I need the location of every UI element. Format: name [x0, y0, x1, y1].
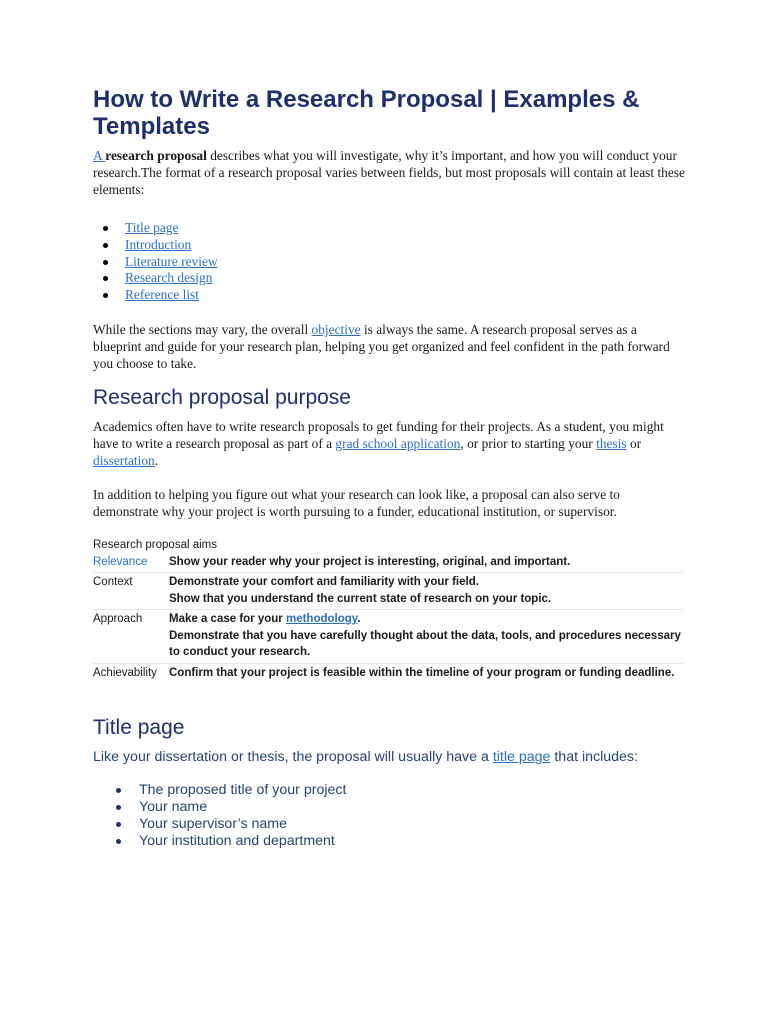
title-page-text: Like your dissertation or thesis, the proposal will usually have a: [93, 749, 493, 766]
list-item: [93, 287, 685, 304]
list-item-text: Your name: [139, 799, 208, 816]
aims-line: Confirm that your project is feasible within the timeline of your program or funding deadline.: [169, 666, 675, 679]
list-item: [93, 833, 685, 850]
bullet-icon: [116, 788, 121, 793]
aims-value: [169, 573, 683, 610]
list-item: [93, 237, 685, 254]
link-title-page[interactable]: Title page: [125, 220, 179, 235]
table-row: [93, 610, 683, 664]
intro-paragraph: [93, 147, 685, 198]
objective-text-after: is always the same. A research proposal serves as a blueprint and guide for your research plan, helping you get organized and feel confident in the path forward you choose to take.: [93, 321, 670, 371]
objective-text-before: While the sections may vary, the overall: [93, 321, 312, 337]
aims-key-approach: Approach: [93, 613, 143, 626]
purpose-text: .: [154, 452, 159, 468]
aims-table: [93, 553, 683, 684]
list-item-text: Your institution and department: [139, 833, 335, 850]
intro-anchor[interactable]: A: [93, 148, 106, 163]
document-page: [93, 86, 685, 850]
purpose-text: , or prior to starting your: [460, 435, 597, 451]
link-reference-list[interactable]: Reference list: [125, 287, 199, 303]
list-item: [93, 816, 685, 833]
aims-value: [169, 663, 683, 683]
table-row: [93, 553, 683, 573]
link-title-page-inline[interactable]: title page: [492, 749, 551, 766]
bullet-icon: [103, 243, 108, 248]
bullet-icon: [103, 276, 108, 281]
page-title: How to Write a Research Proposal | Examples & Templates: [93, 86, 640, 140]
bullet-icon: [103, 293, 108, 298]
bullet-icon: [116, 805, 121, 810]
aims-line: Demonstrate your comfort and familiarity with your field.: [169, 576, 479, 589]
link-methodology[interactable]: methodology: [285, 613, 358, 626]
list-item-text: Your supervisor’s name: [139, 816, 287, 833]
aims-key-achievability: Achievability: [93, 666, 157, 679]
bullet-icon: [103, 260, 108, 265]
intro-rest: describes what you will investigate, why it’s important, and how you will conduct your research.The format of a research proposal varies between fields, but most proposals will contain at least these elements:: [93, 148, 685, 197]
link-dissertation[interactable]: dissertation: [93, 452, 155, 468]
aims-line: Show that you understand the current state of research on your topic.: [169, 592, 552, 605]
purpose-text: or: [626, 435, 642, 451]
aims-text: .: [357, 613, 361, 626]
aims-table-title: Research proposal aims: [93, 538, 218, 551]
link-grad-school-application[interactable]: grad school application: [335, 435, 461, 451]
aims-text: Make a case for your: [169, 613, 286, 626]
list-item: [93, 270, 685, 287]
link-literature-review[interactable]: Literature review: [125, 253, 218, 269]
title-page-paragraph: [93, 748, 685, 766]
bullet-icon: [103, 226, 108, 231]
aims-value: [169, 553, 683, 573]
purpose-paragraph-1: [93, 418, 685, 469]
aims-line: Demonstrate that you have carefully thought about the data, tools, and procedures necessary to conduct your research.: [169, 629, 681, 659]
title-page-text: that includes:: [550, 749, 638, 766]
list-item: [93, 782, 685, 799]
list-item: [93, 220, 685, 237]
link-introduction[interactable]: Introduction: [125, 236, 192, 252]
bullet-icon: [116, 839, 121, 844]
bullet-icon: [116, 822, 121, 827]
list-item: [93, 799, 685, 816]
title-page-list: [93, 782, 685, 850]
link-research-design[interactable]: Research design: [125, 270, 213, 286]
heading-purpose: Research proposal purpose: [93, 385, 351, 409]
aims-line: Show your reader why your project is interesting, original, and important.: [169, 555, 571, 568]
list-item-text: The proposed title of your project: [139, 782, 347, 799]
aims-line: [169, 611, 683, 628]
link-objective[interactable]: objective: [311, 321, 361, 337]
aims-key-relevance: Relevance: [93, 555, 148, 568]
list-item: [93, 254, 685, 271]
link-thesis[interactable]: thesis: [596, 435, 627, 451]
heading-title-page: Title page: [93, 716, 185, 740]
elements-list: [93, 220, 685, 304]
intro-bold-term: research proposal: [105, 148, 207, 163]
objective-paragraph: [93, 321, 685, 372]
aims-value: [169, 610, 683, 664]
purpose-text: Academics often have to write research proposals to get funding for their projects. As a student, you might have to write a research proposal as part of a: [93, 418, 664, 451]
aims-key-context: Context: [93, 576, 133, 589]
table-row: [93, 573, 683, 610]
table-row: [93, 663, 683, 683]
purpose-paragraph-2: In addition to helping you figure out what your research can look like, a proposal can also serve to demonstrate why your project is worth pursuing to a funder, educational institution, or supervisor.: [93, 486, 620, 519]
